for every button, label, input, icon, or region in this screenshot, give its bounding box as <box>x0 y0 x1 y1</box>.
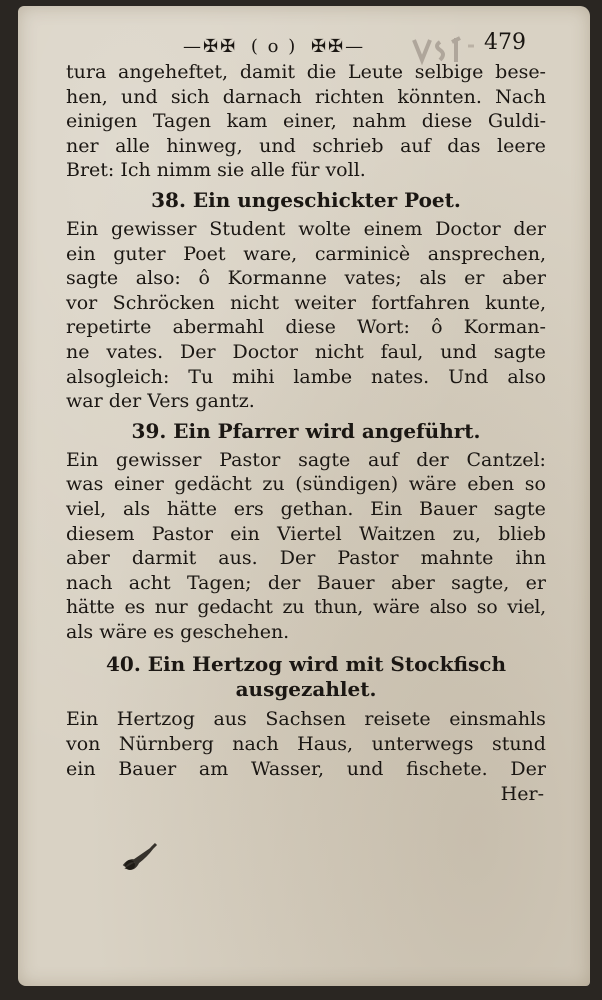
section-heading-39: 39. Ein Pfarrer wird angeführt. <box>131 418 481 443</box>
word: sagte <box>493 497 546 520</box>
word: Tu <box>188 365 214 388</box>
word: Guldi- <box>487 110 546 133</box>
word: Ein <box>66 217 99 240</box>
word: Poet <box>183 242 226 265</box>
word: nicht <box>314 340 364 363</box>
ink-blot-icon <box>116 838 176 878</box>
word: Schröcken <box>112 291 215 314</box>
word: gewisser <box>110 217 197 240</box>
text-line <box>66 571 546 596</box>
word: gethan. <box>280 497 354 520</box>
text-line: als wäre es geschehen. <box>66 620 290 643</box>
word: aber <box>390 571 435 594</box>
word: mihi <box>232 365 275 388</box>
word: (sündigen) <box>295 473 399 496</box>
word: hätte <box>66 596 115 619</box>
word: unterwegs <box>371 733 474 756</box>
word: ô <box>431 316 443 339</box>
word: Nach <box>495 85 546 108</box>
text-line <box>66 340 546 365</box>
ornament-right: ✠✠— <box>310 36 366 57</box>
word: wäre <box>408 473 457 496</box>
word: alle <box>115 134 150 157</box>
word: angeheftet, <box>118 61 229 83</box>
word: als <box>419 267 447 290</box>
text-line <box>66 60 546 85</box>
word: also <box>507 365 546 388</box>
word: thun, <box>314 596 363 619</box>
word: von <box>66 733 101 756</box>
word: repetirte <box>66 316 152 339</box>
word: Ein <box>66 708 99 731</box>
word: und <box>259 134 296 157</box>
word: Korman- <box>463 316 546 339</box>
word: darnach <box>222 85 302 108</box>
word: Wort: <box>357 316 410 339</box>
word: Doctor <box>435 217 501 240</box>
word: Und <box>448 365 489 388</box>
word: hinweg, <box>166 134 243 157</box>
word: Der <box>180 340 216 363</box>
word: und <box>440 340 477 363</box>
word: blieb <box>498 522 546 545</box>
word: wolte <box>298 217 351 240</box>
word: aber <box>502 267 546 290</box>
word: Bauer <box>316 571 375 594</box>
word: ansprechen, <box>427 242 546 265</box>
word: also: <box>135 267 181 290</box>
word: diese <box>285 316 336 339</box>
word: carminicè <box>314 242 411 265</box>
word: damit <box>239 61 296 83</box>
word: er <box>525 571 546 594</box>
word: nach <box>232 733 279 756</box>
word: aus <box>213 708 247 731</box>
word: und <box>120 85 158 108</box>
text-line: Bret: Ich nimm sie alle für voll. <box>66 159 366 182</box>
word: Leute <box>347 61 403 83</box>
word: Waitzen <box>358 522 436 545</box>
word: Cantzel: <box>466 448 546 471</box>
word: zu, <box>452 522 481 545</box>
word: guter <box>113 242 166 265</box>
word: fischete. <box>406 757 488 780</box>
word: ner <box>66 134 99 157</box>
word: Der <box>279 547 316 570</box>
word: aber <box>66 547 110 570</box>
word: Bauer <box>118 757 177 780</box>
word: gewisser <box>115 448 202 471</box>
book-page <box>18 6 590 986</box>
text-line <box>66 497 546 522</box>
word: wäre <box>372 596 420 619</box>
section-heading-40: 40. Ein Hertzog wird mit Stockfisch <box>106 652 506 677</box>
word: stund <box>491 733 546 756</box>
word: also <box>429 596 467 619</box>
word: bese- <box>495 61 546 83</box>
word: ô <box>198 267 210 290</box>
word: Viertel <box>276 522 342 545</box>
text-line <box>66 291 546 316</box>
word: Bauer <box>419 497 478 520</box>
word: tura <box>66 61 107 83</box>
word: ihn <box>515 547 546 570</box>
page-marker: ( o ) <box>250 36 298 57</box>
text-line <box>66 85 546 110</box>
word: Tagen; <box>186 571 252 594</box>
word: Student <box>209 217 286 240</box>
word: Pastor <box>337 547 399 570</box>
word: das <box>447 134 481 157</box>
word: es <box>124 596 145 619</box>
text-line <box>66 522 546 547</box>
word: mahnte <box>420 547 494 570</box>
word: Haus, <box>297 733 354 756</box>
word: sagte <box>298 448 351 471</box>
word: was <box>66 473 104 496</box>
word: auf <box>367 448 399 471</box>
word: eben <box>467 473 515 496</box>
word: viel, <box>66 497 107 520</box>
word: hätte <box>166 497 217 520</box>
word: Doctor <box>232 340 298 363</box>
section-heading-38: 38. Ein ungeschickter Poet. <box>151 187 461 212</box>
word: abermahl <box>172 316 265 339</box>
word: einer <box>113 473 164 496</box>
word: der <box>267 571 301 594</box>
word: sagte <box>493 340 546 363</box>
word: Ein <box>370 497 403 520</box>
word: Nürnberg <box>118 733 214 756</box>
word: zu <box>262 473 285 496</box>
text-line <box>66 595 546 620</box>
text-line <box>66 472 546 497</box>
page-header <box>18 28 590 58</box>
word: einsmahls <box>449 708 546 731</box>
word: so <box>524 473 546 496</box>
word: kam <box>226 110 268 133</box>
word: vates. <box>106 340 164 363</box>
word: aus. <box>218 547 258 570</box>
word: am <box>198 757 229 780</box>
text-line <box>66 732 546 757</box>
word: nicht <box>230 291 279 314</box>
paragraph-4 <box>66 707 546 781</box>
word: ers <box>233 497 264 520</box>
word: vates; <box>344 267 402 290</box>
word: und <box>346 757 384 780</box>
word: ware, <box>243 242 298 265</box>
word: er <box>464 267 485 290</box>
page-number: 479 <box>484 30 526 55</box>
text-body <box>66 60 546 807</box>
word: könnten. <box>397 85 482 108</box>
word: alsogleich: <box>66 365 170 388</box>
word: nur <box>154 596 188 619</box>
word: Pastor <box>151 522 213 545</box>
word: Der <box>510 757 546 780</box>
word: richten <box>314 85 385 108</box>
section-heading-40-continued: ausgezahlet. <box>235 677 377 702</box>
word: ein <box>230 522 260 545</box>
text-line <box>66 217 546 242</box>
word: sagte, <box>451 571 510 594</box>
text-line <box>66 707 546 732</box>
word: die <box>306 61 337 83</box>
word: als <box>122 497 151 520</box>
text-line <box>66 266 546 291</box>
ornament-left: —✠✠ <box>183 36 238 57</box>
word: selbige <box>414 61 484 83</box>
text-line <box>66 315 546 340</box>
word: weiter <box>294 291 356 314</box>
word: sich <box>170 85 210 108</box>
word: Wasser, <box>251 757 325 780</box>
word: ne <box>66 340 90 363</box>
paragraph-1 <box>66 60 546 183</box>
word: faul, <box>380 340 424 363</box>
word: Hertzog <box>116 708 195 731</box>
word: viel, <box>507 596 546 619</box>
word: auf <box>400 134 431 157</box>
paragraph-3 <box>66 448 546 645</box>
catchword: Her- <box>500 783 544 806</box>
word: Tagen <box>152 110 212 133</box>
header-ornament <box>183 36 365 57</box>
paragraph-2 <box>66 217 546 414</box>
word: Pastor <box>219 448 281 471</box>
word: lambe <box>293 365 353 388</box>
word: zu <box>282 596 305 619</box>
word: diesem <box>66 522 135 545</box>
text-line <box>66 109 546 134</box>
text-line <box>66 134 546 159</box>
word: reisete <box>364 708 431 731</box>
word: ein <box>66 242 96 265</box>
text-line <box>66 365 546 390</box>
text-line <box>66 546 546 571</box>
word: diese <box>421 110 473 133</box>
text-line <box>66 448 546 473</box>
word: einem <box>363 217 423 240</box>
word: acht <box>128 571 171 594</box>
word: hen, <box>66 85 108 108</box>
text-line <box>66 757 546 782</box>
word: der <box>416 448 449 471</box>
word: darmit <box>131 547 197 570</box>
word: einigen <box>66 110 138 133</box>
word: so <box>476 596 498 619</box>
word: schrieb <box>312 134 384 157</box>
word: einer, <box>283 110 337 133</box>
word: leere <box>497 134 546 157</box>
word: fortfahren <box>371 291 470 314</box>
word: nach <box>66 571 113 594</box>
word: ein <box>66 757 96 780</box>
word: gedächt <box>174 473 252 496</box>
word: Ein <box>66 448 99 471</box>
word: sagte <box>66 267 119 290</box>
word: der <box>513 217 546 240</box>
word: Sachsen <box>265 708 346 731</box>
word: nahm <box>352 110 407 133</box>
word: kunte, <box>485 291 546 314</box>
word: gedacht <box>197 596 273 619</box>
word: nates. <box>370 365 430 388</box>
word: vor <box>66 291 98 314</box>
text-line: war der Vers gantz. <box>66 390 255 413</box>
text-line <box>66 242 546 267</box>
word: Kormanne <box>227 267 327 290</box>
